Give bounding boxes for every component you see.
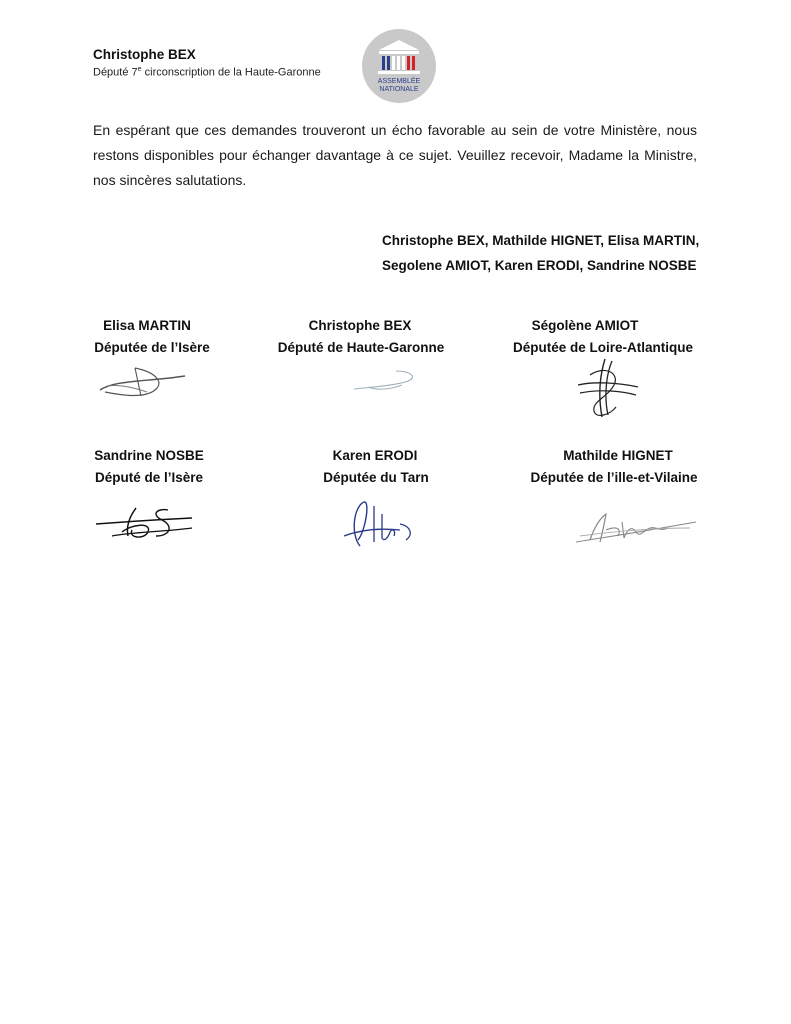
signatory-role: Député de l’Isère xyxy=(94,470,204,485)
closing-line-1: Christophe BEX, Mathilde HIGNET, Elisa MARTIN, xyxy=(382,233,700,248)
author-role: Député 7e circonscription de la Haute-Garonne xyxy=(93,66,321,79)
closing-line-2: Segolene AMIOT, Karen ERODI, Sandrine NOSBE xyxy=(382,258,697,273)
signature-sandrine-nosbe xyxy=(92,502,204,542)
signatory-name: Christophe BEX xyxy=(308,318,412,333)
signatory-name: Elisa MARTIN xyxy=(103,318,191,333)
signatory-role: Député de Haute-Garonne xyxy=(277,340,445,355)
signatory-role: Députée de Loire-Atlantique xyxy=(512,340,693,355)
logo-text-line1: ASSEMBLÉE xyxy=(377,78,421,85)
signature-mathilde-hignet xyxy=(570,508,702,550)
assemblee-nationale-logo xyxy=(361,28,437,104)
signatory-role: Députée de l’Isère xyxy=(94,340,210,355)
closing-signatories xyxy=(382,228,699,278)
signatory-name: Karen ERODI xyxy=(332,448,418,463)
signatory-role: Députée de l’ille-et-Vilaine xyxy=(530,470,698,485)
signatory-name: Sandrine NOSBE xyxy=(94,448,204,463)
signature-christophe-bex xyxy=(348,365,428,397)
signatory-name: Ségolène AMIOT xyxy=(531,318,639,333)
signature-karen-erodi xyxy=(330,494,426,558)
logo-text-line2: NATIONALE xyxy=(379,86,419,93)
signatory-role: Députée du Tarn xyxy=(323,470,429,485)
body-paragraph: En espérant que ces demandes trouveront un écho favorable au sein de votre Ministère, nous restons disponibles pour échanger davantage à ce sujet. Veuillez recevoir, Madame la Ministre, nos sincères salutations. xyxy=(93,122,697,188)
signature-elisa-martin xyxy=(95,362,195,402)
signature-segolene-amiot xyxy=(570,355,645,423)
author-name: Christophe BEX xyxy=(93,47,196,62)
signatory-name: Mathilde HIGNET xyxy=(563,448,673,463)
